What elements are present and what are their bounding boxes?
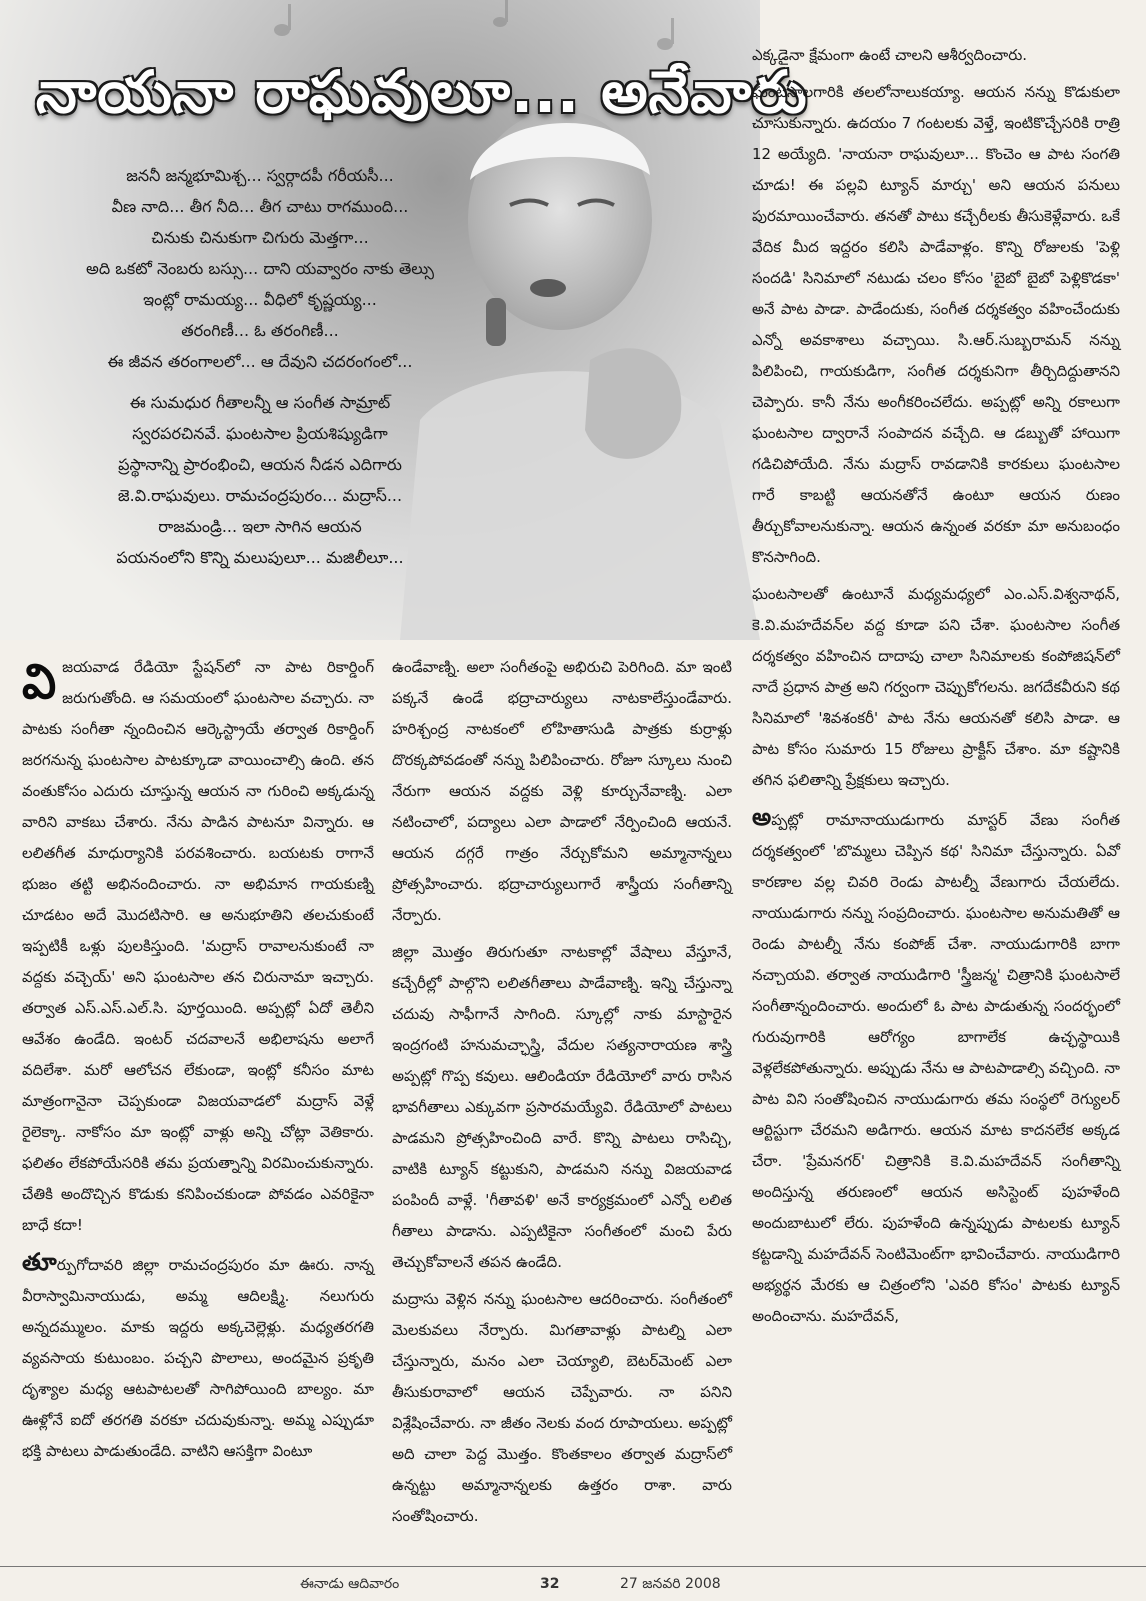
- body-paragraph: [22, 1247, 374, 1467]
- intro-lyric-line: ఈ జీవన తరంగాలలో... ఆ దేవుని చదరంగంలో...: [107, 352, 413, 371]
- body-paragraph: ఘంటసాలగారికి తలలోనాలుకయ్యా. ఆయన నన్ను కొడుకులా చూసుకున్నారు. ఉదయం 7 గంటలకు వెళ్తే, ఇంటికొచ్చేసరికి రాత్రి 12 అయ్యేది. 'నాయనా రాఘవులూ... కొంచెం ఆ పాట సంగతి చూడు! ఈ పల్లవి ట్యూన్ మార్చు' అని ఆయన పనులు పురమాయించేవారు. తనతో పాటు కచ్చేరీలకు తీసుకెళ్లేవారు. ఒకే వేదిక మీద ఇద్దరం కలిసి పాడేవాళ్లం. కొన్ని రోజులకు 'పెళ్లి సందడి' సినిమాలో నటుడు చలం కోసం 'బైబో బైబో పెళ్లికొడకా' అనే పాట పాడా. పాడేందుకు, సంగీత దర్శకత్వం వహించేందుకు ఎన్నో అవకాశాలు వచ్చాయి. సి.ఆర్.సుబ్బరామన్ నన్ను పిలిపించి, గాయకుడిగా, సంగీత దర్శకునిగా తీర్చిదిద్దుతానని చెప్పారు. కానీ నేను అంగీకరించలేదు. అప్పట్లో అన్ని రకాలుగా ఘంటసాల ద్వారానే సంపాదన వచ్చేది. ఆ డబ్బుతో హాయిగా గడిచిపోయేది. నేను మద్రాస్ రావడానికి కారకులు ఘంటసాల గారే కాబట్టి ఆయనతోనే ఉంటూ ఆయన రుణం తీర్చుకోవాలనుకున్నా. ఆయన ఉన్నంత వరకూ మా అనుబంధం కొనసాగింది.: [752, 83, 1120, 566]
- intro-summary-line: రాజమండ్రి... ఇలా సాగిన ఆయన: [158, 517, 362, 536]
- intro-summary-line: పయనంలోని కొన్ని మలుపులూ... మజిలీలూ...: [116, 548, 404, 567]
- body-paragraph: ఉండేవాణ్ని. అలా సంగీతంపై అభిరుచి పెరిగింది. మా ఇంటి పక్కనే ఉండే భద్రాచార్యులు నాటకాలేస్తుండేవారు. హరిశ్చంద్ర నాటకంలో లోహితాసుడి పాత్రకు కుర్రాళ్లు దొరక్కపోవడంతో నన్ను పిలిపించారు. రోజూ స్కూలు నుంచి నేరుగా ఆయన వద్దకు వెళ్లి కూర్చునేవాణ్ని. ఎలా నటించాలో, పద్యాలు ఎలా పాడాలో నేర్పించింది ఆయనే. ఆయన దగ్గరే గాత్రం నేర్చుకోమని అమ్మానాన్నలు ప్రోత్సహించారు. భద్రాచార్యులుగారే శాస్త్రీయ సంగీతాన్ని నేర్పారు.: [392, 658, 732, 924]
- body-paragraph: [22, 652, 374, 1241]
- article-column-2: [392, 652, 732, 1556]
- body-paragraph: మద్రాసు వెళ్లిన నన్ను ఘంటసాల ఆదరించారు. సంగీతంలో మెలకువలు నేర్పారు. మిగతావాళ్లు పాటల్ని ఎలా చేస్తున్నారు, మనం ఎలా చెయ్యాలి, బెటర్‌మెంట్ ఎలా తీసుకురావాలో ఆయన చెప్పేవారు. నా పనిని విశ్లేషించేవారు. నా జీతం నెలకు వంద రూపాయలు. అప్పట్లో అది చాలా పెద్ద మొత్తం. కొంతకాలం తర్వాత మద్రాస్‌లో ఉన్నట్టు అమ్మానాన్నలకు ఉత్తరం రాశా. వారు సంతోషించారు.: [392, 1290, 732, 1525]
- body-paragraph: [752, 802, 1120, 1332]
- lead-letters: తూ: [22, 1248, 57, 1276]
- intro-lyric-line: ఇంట్లో రామయ్య... వీధిలో కృష్ణయ్య...: [143, 290, 377, 309]
- paragraph-text: ప్పట్లో రామానాయుడుగారు మాస్టర్ వేణు సంగీత దర్శకత్వంలో 'బొమ్మలు చెప్పిన కథ' సినిమా చేస్తున్నారు. ఏవో కారణాల వల్ల చివరి రెండు పాటల్నీ వేణుగారు చేయలేదు. నాయుడుగారు నన్ను సంప్రదించారు. ఘంటసాల అనుమతితో ఆ రెండు పాటల్నీ నేను కంపోజ్ చేశా. నాయుడుగారికి బాగా నచ్చాయవి. తర్వాత నాయుడిగారి 'స్త్రీజన్మ' చిత్రానికి ఘంటసాలే సంగీతాన్నందించారు. అందులో ఓ పాట పాడుతున్న సందర్భంలో గురువుగారికి ఆరోగ్యం బాగాలేక ఉచ్ఛస్థాయికి వెళ్లలేకపోతున్నారు. అప్పుడు నేను ఆ పాటపాడాల్సి వచ్చింది. నా పాట విని సంతోషించిన నాయుడుగారు తమ సంస్థలో రెగ్యులర్ ఆర్టిస్టుగా చేరమని అడిగారు. ఆయన మాట కాదనలేక అక్కడ చేరా. 'ప్రేమనగర్' చిత్రానికి కె.వి.మహదేవన్ సంగీతాన్ని అందిస్తున్న తరుణంలో ఆయన అసిస్టెంట్ పుహళేంది అందుబాటులో లేరు. పుహళేంది ఉన్నప్పుడు పాటలకు ట్యూన్ కట్టడాన్ని మహదేవన్ సెంటిమెంట్‌గా భావించేవారు. నాయుడిగారి అభ్యర్థన మేరకు ఆ చిత్రంలోని 'ఎవరి కోసం' పాటకు ట్యూన్ అందించాను. మహదేవన్,: [752, 811, 1120, 1325]
- intro-summary-line: ఈ సుమధుర గీతాలన్నీ ఆ సంగీత సామ్రాట్: [129, 393, 391, 412]
- intro-summary-line: జె.వి.రాఘవులు. రామచంద్రపురం... మద్రాస్...: [117, 486, 403, 505]
- lead-letters: అ: [752, 803, 772, 831]
- microphone-shape: [486, 298, 506, 346]
- article-column-3: [752, 40, 1120, 1556]
- footer-publication: ఈనాడు ఆదివారం: [300, 1576, 400, 1592]
- intro-lyric-line: తరంగిణీ... ఓ తరంగిణీ...: [181, 321, 339, 340]
- intro-lyric-line: జననీ జన్మభూమిశ్చ... స్వర్గాదపీ గరీయసీ...: [126, 166, 394, 185]
- body-paragraph: జిల్లా మొత్తం తిరుగుతూ నాటకాల్లో వేషాలు వేస్తూనే, కచ్చేరీల్లో పాల్గొని లలితగీతాలు పాడేవాణ్ని. ఇన్ని చేస్తున్నా చదువు సాఫీగానే సాగింది. స్కూల్లో నాకు మాస్టారైన ఇంద్రగంటి హనుమచ్ఛాస్త్రి, వేదుల సత్యనారాయణ శాస్త్రి అప్పట్లో గొప్ప కవులు. ఆలిండియా రేడియోలో వారు రాసిన భావగీతాలు ఎక్కువగా ప్రసారమయ్యేవి. రేడియోలో పాటలు పాడమని ప్రోత్సహించింది వారే. కొన్ని పాటలు రాసిచ్చి, వాటికి ట్యూన్ కట్టుకుని, పాడమని నన్ను విజయవాడ పంపిందీ వాళ్లే. 'గీతావళి' అనే కార్యక్రమంలో ఎన్నో లలిత గీతాలు పాడాను. ఎప్పటికైనా సంగీతంలో మంచి పేరు తెచ్చుకోవాలనే తపన ఉండేది.: [392, 943, 732, 1271]
- article-title: నాయనా రాఘవులూ... అనేవారు: [36, 58, 808, 126]
- music-note-icon: [274, 0, 674, 50]
- body-paragraph: ఎక్కడైనా క్షేమంగా ఉంటే చాలని ఆశీర్వదించారు.: [752, 46, 1028, 64]
- intro-lyric-line: చినుకు చినుకుగా చిగురు మెత్తగా...: [151, 228, 369, 247]
- intro-block: [40, 160, 480, 620]
- intro-summary-line: స్వరపరచినవే. ఘంటసాల ప్రియశిష్యుడిగా: [132, 424, 388, 443]
- body-paragraph: ఘంటసాలతో ఉంటూనే మధ్యమధ్యలో ఎం.ఎస్.విశ్వనాథన్, కె.వి.మహదేవన్‌ల వద్ద కూడా పని చేశా. ఘంటసాల సంగీత దర్శకత్వం వహించిన దాదాపు చాలా సినిమాలకు కంపోజిషన్‌లో నాదే ప్రధాన పాత్ర అని గర్వంగా చెప్పుకోగలను. జగదేకవీరుని కథ సినిమాలో 'శివశంకరీ' పాట నేను ఆయనతో కలిసి పాడా. ఆ పాట కోసం సుమారు 15 రోజులు ప్రాక్టీస్ చేశాం. మా కష్టానికి తగిన ఫలితాన్ని ప్రేక్షకులు ఇచ్చారు.: [752, 585, 1120, 789]
- page-footer: [0, 1566, 1146, 1601]
- drop-cap: వి: [22, 654, 57, 710]
- intro-lyric-line: వీణ నాది... తీగ నీది... తీగ చాటు రాగముంది...: [111, 197, 409, 216]
- paragraph-text: ర్పుగోదావరి జిల్లా రామచంద్రపురం మా ఊరు. నాన్న వీరాస్వామినాయుడు, అమ్మ ఆదిలక్ష్మి. నలుగురు అన్నదమ్ములం. మాకు ఇద్దరు అక్కచెల్లెళ్లు. మధ్యతరగతి వ్యవసాయ కుటుంబం. పచ్చని పొలాలు, అందమైన ప్రకృతి దృశ్యాల మధ్య ఆటపాటలతో సాగిపోయింది బాల్యం. మా ఊళ్లోనే ఐదో తరగతి వరకూ చదువుకున్నా. అమ్మ ఎప్పుడూ భక్తి పాటలు పాడుతుండేది. వాటిని ఆసక్తిగా వింటూ: [22, 1256, 374, 1460]
- article-column-1: [22, 652, 374, 1556]
- intro-summary-line: ప్రస్థానాన్ని ప్రారంభించి, ఆయన నీడన ఎదిగారు: [118, 455, 402, 474]
- intro-lyric-line: అది ఒకటో నెంబరు బస్సు... దాని యవ్వారం నాకు తెల్సు: [86, 259, 434, 278]
- paragraph-text: జయవాడ రేడియో స్టేషన్‌లో నా పాట రికార్డింగ్ జరుగుతోంది. ఆ సమయంలో ఘంటసాల వచ్చారు. నా పాటకు సంగీతా న్నందించిన ఆర్కెస్ట్రాయే తర్వాత రికార్డింగ్ జరగనున్న ఘంటసాల పాటక్కూడా వాయించాల్సి ఉంది. తన వంతుకోసం ఎదురు చూస్తున్న ఆయన నా గురించి అక్కడున్న వారిని వాకబు చేశారు. నేను పాడిన పాటనూ విన్నారు. ఆ లలితగీత మాధుర్యానికి పరవశించారు. బయటకు రాగానే భుజం తట్టి అభినందించారు. నా అభిమాన గాయకుణ్ని చూడటం అదే మొదటిసారి. ఆ అనుభూతిని తలచుకుంటే ఇప్పటికీ ఒళ్లు పులకిస్తుంది. 'మద్రాస్ రావాలనుకుంటే నా వద్దకు వచ్చెయ్' అని ఘంటసాల తన చిరునామా ఇచ్చారు. తర్వాత ఎస్.ఎస్.ఎల్.సి. పూర్తయింది. అప్పట్లో ఏదో తెలీని ఆవేశం ఉండేది. ఇంటర్ చదవాలనే అభిలాషను అలాగే వదిలేశా. మరో ఆలోచన లేకుండా, ఇంట్లో కనీసం మాట మాత్రంగానైనా చెప్పకుండా విజయవాడలో మద్రాస్ వెళ్లే రైలెక్కా. నాకోసం మా ఇంట్లో వాళ్లు అన్ని చోట్లా వెతికారు. ఫలితం లేకపోయేసరికి తమ ప్రయత్నాన్ని విరమించుకున్నారు. చేతికి అందొచ్చిన కొడుకు కనిపించకుండా పోవడం ఎవరికైనా బాధే కదా!: [22, 658, 374, 1234]
- footer-date: 27 జనవరి 2008: [620, 1576, 721, 1592]
- footer-page-number: 32: [540, 1576, 560, 1592]
